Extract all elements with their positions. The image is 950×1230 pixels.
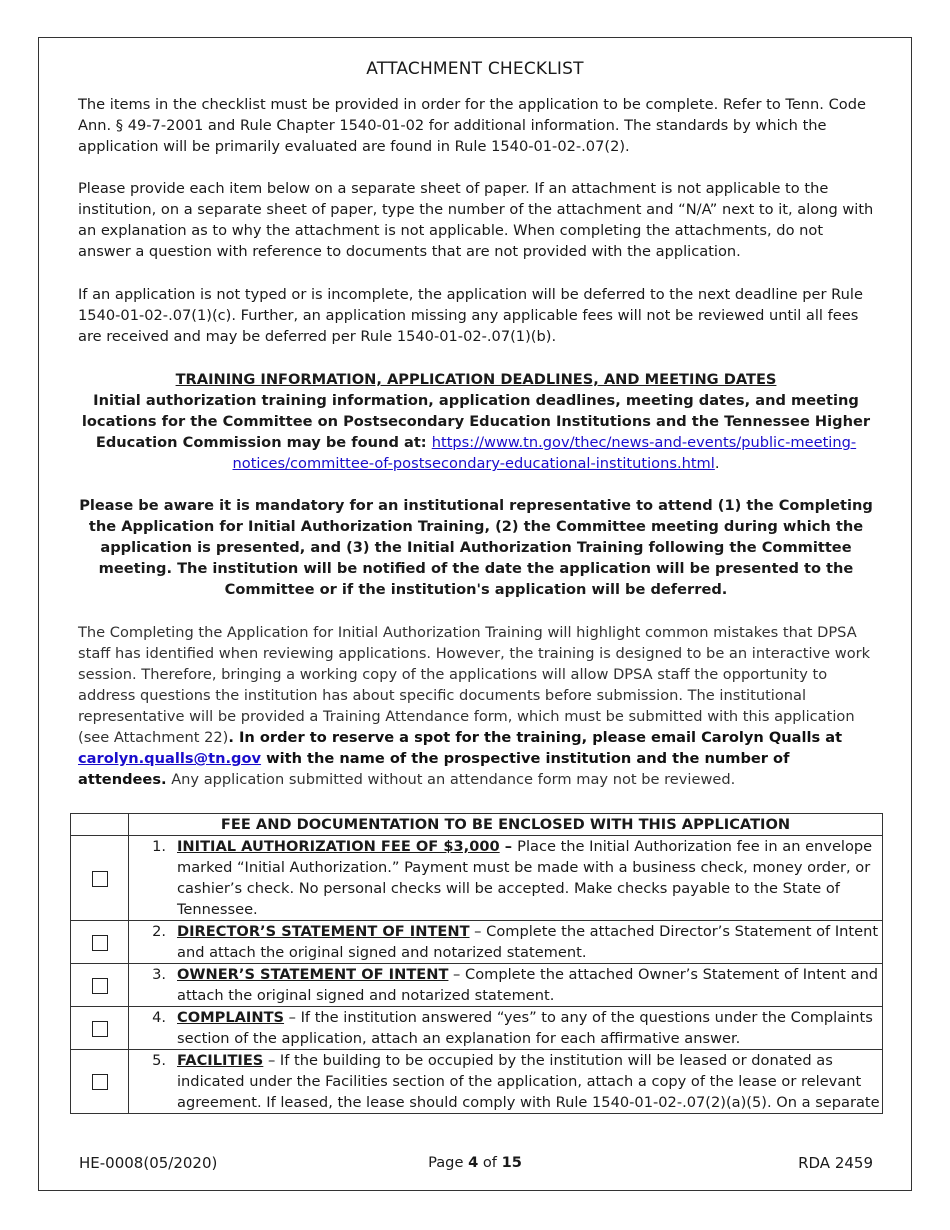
intro-paragraph: The items in the checklist must be provided in order for the application to be complete. Refer to Tenn. Code Ann. § 49-7-2001 and Rule Chapter 1540-01-02 for additional information. The standards by which the application will be primarily evaluated are found in Rule 1540-01-02-.07(2). xyxy=(78,96,866,155)
table-row xyxy=(71,1007,883,1050)
page-current: 4 xyxy=(468,1154,479,1171)
attendees-text: with the name of the prospective institution and the number of attendees. xyxy=(78,750,790,788)
page-frame xyxy=(38,37,912,1191)
training-paragraph xyxy=(78,622,878,790)
header-empty-cell xyxy=(71,814,129,836)
checkbox-item-5[interactable] xyxy=(92,1074,108,1090)
deferral-paragraph: If an application is not typed or is incomplete, the application will be deferred to the next deadline per Rule 1540-01-02-.07(1)(c). Further, an application missing any applicable fees will not be reviewed until all fees are received and may be deferred per Rule 1540-01-02-.07(1)(b). xyxy=(78,286,863,345)
form-id: HE-0008(05/2020) xyxy=(79,1154,218,1172)
page-number xyxy=(39,1154,911,1171)
item-number: 4. xyxy=(152,1009,166,1026)
item-sep: – xyxy=(499,838,518,855)
item-title: OWNER’S STATEMENT OF INTENT xyxy=(177,966,449,983)
checkbox-item-3[interactable] xyxy=(92,978,108,994)
table-row xyxy=(71,921,883,964)
item-title: COMPLAINTS xyxy=(177,1009,285,1026)
item-text: Place the Initial Authorization fee in an envelope marked “Initial Authorization.” Payment must be made with a business check, money order, or cashier’s check. No personal checks will be accepted. Make checks payable to the State of Tennessee. xyxy=(177,838,873,918)
rda-code: RDA 2459 xyxy=(798,1154,873,1172)
email-link[interactable]: carolyn.qualls@tn.gov xyxy=(78,750,262,767)
item-number: 3. xyxy=(152,966,166,983)
item-sep: – xyxy=(448,966,465,983)
page-of: of xyxy=(478,1154,502,1171)
item-sep: – xyxy=(469,923,487,940)
table-header: FEE AND DOCUMENTATION TO BE ENCLOSED WITH THIS APPLICATION xyxy=(129,814,883,836)
training-info-section xyxy=(77,369,875,474)
item-number: 2. xyxy=(152,923,166,940)
training-heading: TRAINING INFORMATION, APPLICATION DEADLINES, AND MEETING DATES xyxy=(175,371,777,388)
checkbox-item-2[interactable] xyxy=(92,935,108,951)
item-number: 1. xyxy=(152,838,166,855)
attendance-note: Any application submitted without an attendance form may not be reviewed. xyxy=(166,771,736,788)
item-title: INITIAL AUTHORIZATION FEE OF $3,000 xyxy=(177,838,500,855)
item-title: DIRECTOR’S STATEMENT OF INTENT xyxy=(177,923,470,940)
page-label: Page xyxy=(428,1154,469,1171)
item-title: FACILITIES xyxy=(177,1052,264,1069)
item-text: If the institution answered “yes” to any of the questions under the Complaints section of the application, attach an explanation for each affirmative answer. xyxy=(177,1009,873,1047)
item-number: 5. xyxy=(152,1052,166,1069)
training-body-text: Initial authorization training information, application deadlines, meeting dates, and meeting locations for the Committee on Postsecondary Education Institutions and the Tennessee Higher Education Commission may be found at: xyxy=(81,392,871,451)
item-text: If the building to be occupied by the institution will be leased or donated as indicated under the Facilities section of the application, attach a copy of the lease or relevant agreement. If leased, the lease should comply with Rule 1540-01-02-.07(2)(a)(5). On a separate xyxy=(177,1052,880,1111)
table-header-row xyxy=(71,814,883,836)
reserve-text: . In order to reserve a spot for the training, please email Carolyn Qualls at xyxy=(228,729,843,746)
checklist-table xyxy=(70,813,883,1114)
item-sep: – xyxy=(263,1052,280,1069)
table-row xyxy=(71,1050,883,1114)
training-end: . xyxy=(714,455,720,472)
page-title: ATTACHMENT CHECKLIST xyxy=(366,59,584,79)
training-body xyxy=(77,390,875,474)
page-total: 15 xyxy=(501,1154,522,1171)
training-paragraph-text: The Completing the Application for Initial Authorization Training will highlight common mistakes that DPSA staff has identified when reviewing applications. However, the training is designed to be an interactive work session. Therefore, bringing a working copy of the applications will allow DPSA staff the opportunity to address questions the institution has about specific documents before submission. The institutional representative will be provided a Training Attendance form, which must be submitted with this application (see Attachment 22) xyxy=(78,624,871,746)
checkbox-item-1[interactable] xyxy=(92,871,108,887)
item-text: Complete the attached Owner’s Statement of Intent and attach the original signed and notarized statement. xyxy=(177,966,879,1004)
table-row xyxy=(71,964,883,1007)
instructions-paragraph: Please provide each item below on a separate sheet of paper. If an attachment is not applicable to the institution, on a separate sheet of paper, type the number of the attachment and “N/A” next to it, along with an explanation as to why the attachment is not applicable. When completing the attachments, do not answer a question with reference to documents that are not provided with the application. xyxy=(78,180,874,260)
checkbox-item-4[interactable] xyxy=(92,1021,108,1037)
item-text: Complete the attached Director’s Statement of Intent and attach the original signed and notarized statement. xyxy=(177,923,879,961)
mandatory-notice: Please be aware it is mandatory for an institutional representative to attend (1) the Completing the Application for Initial Authorization Training, (2) the Committee meeting during which the application is presented, and (3) the Initial Authorization Training following the Committee meeting. The institution will be notified of the date the application will be presented to the Committee or if the institution's application will be deferred. xyxy=(79,497,873,598)
table-row xyxy=(71,836,883,921)
training-link[interactable]: https://www.tn.gov/thec/news-and-events/public-meeting-notices/committee-of-postsecondary-educational-institutions.html xyxy=(232,434,857,472)
item-sep: – xyxy=(284,1009,301,1026)
